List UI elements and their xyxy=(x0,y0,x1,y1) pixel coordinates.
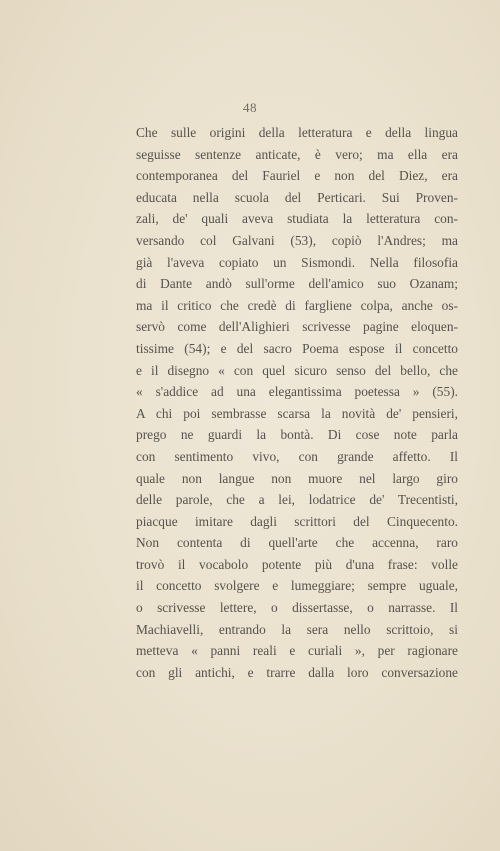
text-line: già l'aveva copiato un Sismondi. Nella filosofia xyxy=(136,254,458,270)
text-line: piacque imitare dagli scrittori del Cinquecento. xyxy=(136,513,458,529)
text-line: o scrivesse lettere, o dissertasse, o narrasse. Il xyxy=(136,600,458,616)
text-line: delle parole, che a lei, lodatrice de' Trecentisti, xyxy=(136,492,458,508)
text-line: e il disegno « con quel sicuro senso del bello, che xyxy=(136,362,458,378)
text-line: metteva « panni reali e curiali », per ragionare xyxy=(136,643,458,659)
body-text xyxy=(136,122,458,683)
text-line: quale non langue non muore nel largo giro xyxy=(136,470,458,486)
text-line: seguisse sentenze anticate, è vero; ma ella era xyxy=(136,146,458,162)
text-line: trovò il vocabolo potente più d'una frase: volle xyxy=(136,556,458,572)
text-line: il concetto svolgere e lumeggiare; sempre uguale, xyxy=(136,578,458,594)
page-number: 48 xyxy=(243,100,257,115)
text-line: « s'addice ad una elegantissima poetessa » (55). xyxy=(136,384,458,400)
text-line: contemporanea del Fauriel e non del Diez, era xyxy=(136,168,458,184)
text-line: di Dante andò sull'orme dell'amico suo Ozanam; xyxy=(136,276,458,292)
text-line: educata nella scuola del Perticari. Sui Proven- xyxy=(136,189,458,205)
text-line: Machiavelli, entrando la sera nello scrittoio, si xyxy=(136,621,458,637)
text-line: servò come dell'Alighieri scrivesse pagine eloquen- xyxy=(136,319,458,335)
text-line: zali, de' quali aveva studiata la letteratura con- xyxy=(136,211,458,227)
text-line: Non contenta di quell'arte che accenna, raro xyxy=(136,535,458,551)
text-line: tissime (54); e del sacro Poema espose il concetto xyxy=(136,340,458,356)
text-line: con gli antichi, e trarre dalla loro conversazione xyxy=(136,664,458,680)
text-line: A chi poi sembrasse scarsa la novità de' pensieri, xyxy=(136,405,458,421)
text-line: versando col Galvani (53), copiò l'Andres; ma xyxy=(136,232,458,248)
text-line: Che sulle origini della letteratura e della lingua xyxy=(136,125,458,140)
text-line: ma il critico che credè di fargliene colpa, anche os- xyxy=(136,297,458,313)
text-line: prego ne guardi la bontà. Di cose note parla xyxy=(136,427,458,443)
text-line: con sentimento vivo, con grande affetto. Il xyxy=(136,448,458,464)
